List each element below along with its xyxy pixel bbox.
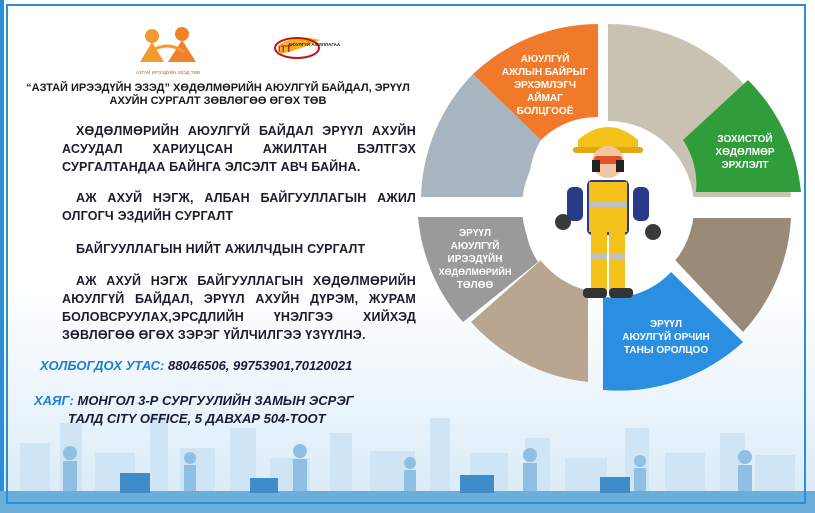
orange-line-3: ЭРХЭМЛЭГЧ xyxy=(513,80,577,91)
gray-line-4: ХӨДӨЛМӨРИЙН xyxy=(438,267,512,277)
orange-line-4: АЙМАГ xyxy=(527,93,563,104)
logo-group xyxy=(130,22,340,82)
orange-line-5: БОЛЦГООЁ xyxy=(516,106,574,117)
safety-infographic-circle xyxy=(413,22,805,392)
gray-line-2: АЮУЛГҮЙ xyxy=(450,241,500,252)
right-logo-sub: ITT xyxy=(278,44,292,54)
gray-line-3: ИРЭЭДҮЙН xyxy=(447,254,503,265)
blue-line-3: ТАНЫ ОРОЛЦОО xyxy=(623,345,709,356)
orange-line-2: АЖЛЫН БАЙРЫГ xyxy=(501,67,589,78)
contact-address xyxy=(34,392,354,428)
paragraph-staff-training: БАЙГУУЛЛАГЫН НИЙТ АЖИЛЧДЫН СУРГАЛТ xyxy=(76,242,366,256)
orange-line-1: АЮУЛГҮЙ xyxy=(520,54,570,65)
safety-logo xyxy=(275,38,340,58)
gray-line-5: ТӨЛӨӨ xyxy=(456,280,494,291)
figures-logo xyxy=(140,27,196,62)
phone-label: ХОЛБОГДОХ УТАС: xyxy=(40,358,165,373)
paragraph-consulting-services: АЖ АХУЙ НЭГЖ БАЙГУУЛЛАГЫН ХӨДӨЛМӨРИЙН АЮУЛГҮЙ БАЙДАЛ, ЭРҮҮЛ АХУЙН ДҮРЭМ, ЖУРАМ БОЛОВСРУУЛАХ,ЭРСДЛИЙН ҮНЭЛГЭЭ ХИЙХЭД ЗӨВЛӨГӨӨ ӨГӨХ ЗЭРЭГ ҮЙЛЧИЛГЭЭ ҮЗҮҮЛНЭ. xyxy=(62,274,416,342)
paragraph-employer-training: АЖ АХУЙ НЭГЖ, АЛБАН БАЙГУУЛЛАГЫН АЖИЛ ОЛГОГЧ ЭЗДИЙН СУРГАЛТ xyxy=(62,191,416,223)
address-line-1: МОНГОЛ 3-Р СУРГУУЛИЙН ЗАМЫН ЭСРЭГ xyxy=(77,393,354,408)
contact-phone xyxy=(40,358,352,373)
blue-line-1: ЭРҮҮЛ xyxy=(650,319,682,330)
paragraph-training-enrollment: ХӨДӨЛМӨРИЙН АЮУЛГҮЙ БАЙДАЛ ЭРҮҮЛ АХУЙН АСУУДАЛ ХАРИУЦСАН АЖИЛТАН БЭЛТГЭХ СУРГАЛТАНДАА БАЙНГА ЭЛСЭЛТ АВЧ БАЙНА. xyxy=(62,124,416,174)
phone-numbers: 88046506, 99753901,70120021 xyxy=(167,358,353,373)
blue-line-2: АЮУЛГҮЙ ОРЧИН xyxy=(622,332,710,343)
left-logo-caption: АЗТАЙ ИРЭЭДҮЙН ЭЗЭД ТӨВ xyxy=(135,70,201,75)
gray-line-1: ЭРҮҮЛ xyxy=(459,228,491,239)
address-label: ХАЯГ: xyxy=(34,393,74,408)
organization-title: “АЗТАЙ ИРЭЭДҮЙН ЭЗЭД” ХӨДӨЛМӨРИЙН АЮУЛГҮЙ БАЙДАЛ, ЭРҮҮЛ АХУЙН СУРГАЛТ ЗӨВЛӨГӨӨ ӨГӨХ ТӨВ xyxy=(26,82,410,107)
green-line-2: ХӨДӨЛМӨР xyxy=(715,147,775,158)
address-line-2: ТАЛД CITY OFFICE, 5 ДАВХАР 504-ТООТ xyxy=(68,411,326,426)
green-line-3: ЭРХЛЭЛТ xyxy=(721,160,769,171)
right-logo-name: АЮУЛГҮЙ АЖИЛЛАГАА xyxy=(288,42,340,47)
green-line-1: ЗОХИСТОЙ xyxy=(717,134,773,145)
